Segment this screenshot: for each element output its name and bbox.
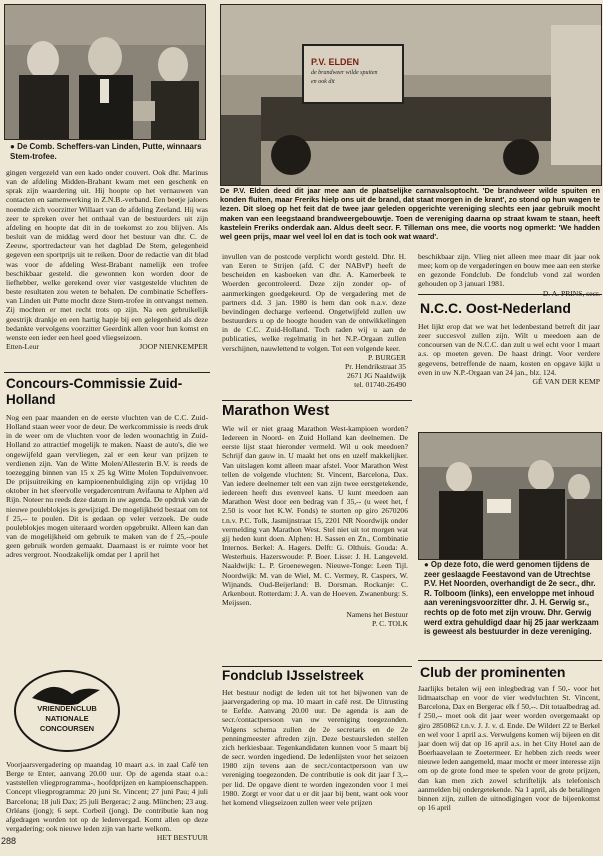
photo-feestavond: [418, 432, 602, 560]
photo-award-winners-caption: [10, 142, 206, 162]
article-vriendenclub: [6, 760, 208, 842]
logo-text-top: VRIENDENCLUB: [37, 704, 97, 713]
body-text: Wie wil er niet graag Marathon West-kampioen worden? Iedereen in Noord- en Zuid Holland kan deelnemen. De eerste lijst staat hieronder vermeld. Wil u ook meedoen? Schrijf dan gauw in. U maakt het ons en uzelf makkelijker. Van uitslagen komt alleen maar afstel. Voor Marathon West tellen de volgende vluchten: St. Vincent, Barcelona, Dax. Van iedere deelnemer telt een van zijn twee eerstgetekende, iedereen heeft dus evenveel kans. U kunt meedoen aan Marathon West door een bedrag van f 35,-- (u weet het, f 2.50 is voor het K.W. Fonds) te storten op giro 2670206 t.n.v. P.C. Tolk, Jasmijnstraat 15, 2201 NR Noordwijk onder vermelding van Marathon West. Stel niet uit tot morgen wat gij heden kunt doen. Alphen: H. Sassen en Zn., Combinatie Internos. Berkel: A. Hagers. Delft: G. Olthuis. Gouda: A. Westerhuis. Hazerswoude: P. Boer. Lisse: J. H. Langeveld. Naaldwijk: L. P. Groenewegen. Nieuwe-Tonge: Leen Tijl. Noordwijk: M. van de Wiel, M. C. Vermey, R. Caspers, W. Wijnands. Oud-Beijerland: B. Dorsman. Rockanje: C. Arkenbout. Rotterdam: J. A. van de Hoeven. Zwanenburg: S. Meijssen.: [222, 424, 408, 607]
banner-line-2: de brandweer wilde spuiten: [311, 70, 378, 76]
body-text: Jaarlijks betalen wij een inlegbedrag van f 50,- voor het lidmaatschap en voor de vier wedvluchten St. Vincent, Barcelona, Dax en Bergerac elk f 50,--. Dit totaalbedrag ad. f 250,-- moet ook dit jaar weer worden overgemaakt op giro 2850862 t.n.v. J. J. v. d. Ende. De Wildert 22 te Berkel en wel voor 1 april a.s. Verwulgens komen wij bijeen en dit jaar doen wij dat op 16 april a.s. in het City Hotel aan de Boerhaavelaan te Zoetermeer. Er hebben zich reeds weer nieuwe leden aangemeld, maar mocht er meer interesse zijn om op de grote fond mee te spelen voor de grote prijzen, dan kan men zich zowel schriftelijk als telefonisch aanmelden bij ondergetekende. Na 1 april, als de betalingen binnen zijn, zullen de uitnodigingen voor de bijeenkomst op 16 april: [418, 684, 600, 813]
caption-text: De Comb. Scheffers-van Linden, Putte, winnaars Stem-trofee.: [10, 142, 202, 161]
photo-feestavond-image: [419, 433, 601, 559]
signature-address-line2: 2671 JG Naaldwijk: [346, 371, 406, 381]
article-award-continued: [6, 168, 208, 351]
banner-line-3: en ook dit: [311, 79, 335, 85]
signature-place: Etten-Leur: [6, 341, 39, 351]
photo-carnaval-wagon-image: [221, 5, 601, 185]
body-text: invullen van de postcode verplicht wordt gesteld. Dhr. H. van Eeren te Strijen (afd. C der NABvP) heeft de bescheiden en kasboeken van dhr. A. Kamerbeek te Woerden gecontroleerd. Deze zijn zonder op- of aanmerkingen goedgekeurd. Op de vergadering met de partners d.d. 3 jan. 1980 is hem dan ook n.a.v. deze bevindingen decharge verleend. Ongetwijfeld zullen uw bestuurders u op de hoogte houden van de ontwikkelingen in de C.C. Zuid-Holland. Toch raden wij u aan de publicaties, welke regelmatig in het N.P.-Orgaan zullen verschijnen, nauwlettend te volgen. Tot een volgende keer.: [222, 252, 406, 353]
body-text: Het bestuur nodigt de leden uit tot het bijwonen van de jaarvergadering op ma. 10 maart in café rest. De Uitrusting te Eefde. Aanvang 20.00 uur. De agenda is aan de secr./contactpersoon van uw vereniging toegezonden. Volgens schema zullen de 2e secretaris en de 2e penningmeester aftreden zijn. Deze bestuursleden stellen zich herkiesbaar. Tegenkandidaten kunnen voor 5 maart bij de secr. worden ingediend. De ledenlijsten voor het seizoen 1980 zijn tevens aan de secr./contactpersoon van uw vereniging toegezonden. De contributie is ook dit jaar f 3,-- per lid. De opgave dient te worden ingezonden voor 1 mei 1980. Zorgt er voor dat u er dit jaar bij bent, want ook voor het komend vliegseizoen zullen weer vele prijzen: [222, 688, 408, 807]
divider: [418, 294, 602, 295]
signature-address-line1: Pr. Hendrikstraat 35: [345, 361, 406, 371]
signature-name: P. BURGER: [368, 352, 406, 362]
bullet-icon: ●: [10, 142, 15, 151]
photo-carnaval-wagon-caption: [220, 186, 600, 241]
heading-fondclub-ijsselstreek: Fondclub IJsselstreek: [222, 668, 364, 683]
heading-concours-commissie: Concours-Commissie Zuid-Holland: [6, 376, 183, 407]
logo-text-mid: NATIONALE: [45, 714, 89, 723]
caption-text: De P.V. Elden deed dit jaar mee aan de plaatselijke carnavalsoptocht. 'De brandweer wilde spuiten en konden fluiten, maar Freriks hielp ons uit de brand, dat staat morgen in de krant', zo stond op hun wagen te lezen. Dit sloeg op het feit dat de twee jaar geleden opgerichte vereniging slechts een jaar gebruik mocht maken van een leegstaand brandweergebouwtje. Toen de vereniging daarna op straat kwam te staan, heeft kastelein Freriks onderdak aan. Aldus deelt secr. F. Tilleman ons mee, die voorts nog opmerkt: 'We hadden wel geen prijs, maar wel veel lol en dat is toch ook wat waard'.: [220, 186, 600, 242]
photo-carnaval-wagon: [220, 4, 602, 186]
body-text: gingen vergezeld van een kado onder couvert. Ook dhr. Marinus van de afdeling Midden-Brabant kwam met een geschenk en sprak zijn waardering uit. Hij hoopte op het vernauwen van contacten en samenwerking in Z.N.B.-verband. Een beetje jaloers noemde zich voorzitter Willaart van de afdeling Zeeland. Hij was zeer te spreken over het onthaal van de bestuurders uit zijn afdeling en hoopte dat dit in de toekomst zo zou blijven. Als besluit van de middag werd door het bestuur van dhr. C. de Zeeuw, sportredacteur van het dagblad De Stem, gelegenheid gegeven een sportprijs uit te reiken. Door de redactie van dit blad was voor de afdeling West-Brabant namelijk een trofee beschikbaar gesteld. die gewonnen kon worden door de liefhebber, welke gerekend over vier vastgestelde vluchten de beste resultaten zou weten te behalen. De combinatie Scheffers-van Linden uit Putte mocht deze Stem-trofee in ontvangst nemen. Zij mochten er met recht trots op zijn. Na een gebruikelijk geestrijk drankje en een hartig hapje bij een gelegenheid als deze bedankte vervolgens voorzitter Geerdink allen voor hun komst en wenste een ieder een heel goed vliegseizoen.: [6, 168, 208, 342]
signature-phone: tel. 01740-26490: [354, 380, 406, 390]
signature-name: JOOP NIENKEMPER: [139, 341, 208, 351]
article-ncc-oost-nederland: [418, 322, 600, 386]
divider: [418, 660, 602, 661]
photo-award-winners-image: [5, 5, 205, 139]
heading-ncc-oost-nederland: N.C.C. Oost-Nederland: [420, 300, 571, 316]
article-fondclub-ijsselstreek: [222, 688, 408, 807]
signature-line-1: Namens het Bestuur: [346, 610, 408, 620]
page-number: 288: [1, 836, 17, 846]
signature-name: HET BESTUUR: [156, 833, 208, 843]
signature-line: [6, 342, 208, 351]
divider: [4, 372, 210, 373]
photo-award-winners: [4, 4, 206, 140]
banner-line-1: P.V. ELDEN: [311, 57, 360, 67]
signature-line-2: P. C. TOLK: [371, 619, 408, 629]
body-text: beschikbaar zijn. Vlieg niet alleen mee maar dit jaar ook mee; kom op de vergaderingen en bouw mee aan een sterke en gezonde Fondclub. De fondclub vond zal worden gehouden op 3 januari 1981.: [418, 252, 600, 289]
body-text: Nog een paar maanden en de eerste vluchten van de C.C. Zuid-Holland staan weer voor de deur. De werkcommissie is reeds druk in de weer om de vluchten voor de leden woonachtig in Zuid-Holland zo attractief mogelijk te maken. Naast de auto's, die we ongewijfeld gaan vervliegen, zal er een keur van prijzen te verdienen zijn. Van de Witte Molen/Allesterin B.V. is reeds de toezegging binnen van 15 x 25 kg Witte Molen Topduivenvoer. De prijsuitreiking en kampioenenhuldiging zijn op vrijdag 10 oktober in het sfeervolle vergadercentrum Avifauna te Alphen a/d Rijn. Noteer nu reeds deze datum in uw agenda. De opdruk van de nieuwe pouleblokjes is gewijzigd. De mogelijkheid bestaat om tot f 25,-- te poulen. Dit is gedaan op veler verzoek. De oude pouleblokjes mogen uiteraard worden opgebruikt. Alleen kan dan van de mogelijkheid om gebruik te maken van de f 25,--poule geen gebruik worden gemaakt. Daarnaast is er ruimte voor het adres vergroot. Noodzakelijk omdat per 1 april het: [6, 413, 209, 560]
article-fondclub-continued: [418, 252, 600, 298]
heading-club-der-prominenten: Club der prominenten: [420, 664, 566, 680]
article-club-der-prominenten: [418, 684, 600, 812]
caption-text: Op deze foto, die werd genomen tijdens de zeer geslaagde Feestavond van de Utrechtse P.V. Het Noorden, overhandigt de 2e secr., dhr. R. Tolboom (links), een enveloppe met inhoud aan vereningsvoorzitter dhr. J. H. Gerwig sr., rechts op de foto met zijn vrouw. Dhr. Gerwig werd extra gehuldigd daar hij 25 jaar werkzaam is geweest als bestuurder in deze vereniging.: [424, 560, 599, 637]
logo-text-bottom: CONCOURSEN: [39, 724, 95, 733]
article-marathon-west: [222, 424, 408, 628]
article-concours-commissie: [6, 413, 208, 560]
article-concours-commissie-continued: [222, 252, 406, 389]
divider: [222, 400, 412, 401]
vriendenclub-logo: [12, 668, 122, 754]
divider: [222, 666, 412, 667]
signature-name: GÉ VAN DER KEMP: [532, 376, 600, 386]
bullet-icon: ●: [424, 560, 429, 569]
signature-block: [222, 353, 406, 390]
body-text: Voorjaarsvergadering op maandag 10 maart a.s. in zaal Café ten Berge te Enter, aanvang 20.00 uur. Op de agenda staat o.a.: vaststellen vliegprogramma-, hoofdprijzen en kampioenschappen. Concept vliegprogramma: 20 juni St. Vincent; 27 juni Pau; 4 juli Barcelona; 18 juli Dax; 25 juli Bergerac; 2 aug. München; 23 aug. Orléans (jong); 6 sept. Corbeil (jong). De contributie kan nog afgedragen worden tot op de ledenvergad. Komt allen op deze vergadering; ook nieuwe leden zijn van harte welkom.: [6, 760, 208, 834]
heading-marathon-west: Marathon West: [222, 402, 330, 419]
body-text: Het lijkt erop dat we wat het ledenbestand betreft dit jaar zeer succesvol zullen zijn. Wilt u meedoen aan de concoursen van de N.C.C. dan zult u wel echt voor 1 maart a.s. op moeten geven. De haast dringt. Voor verdere gegevens, betreffende de naam, kosten en opgave kijkt u even in uw N.P.-Orgaan van 24 jan., blz. 124.: [418, 322, 600, 377]
photo-feestavond-caption: [424, 560, 600, 637]
